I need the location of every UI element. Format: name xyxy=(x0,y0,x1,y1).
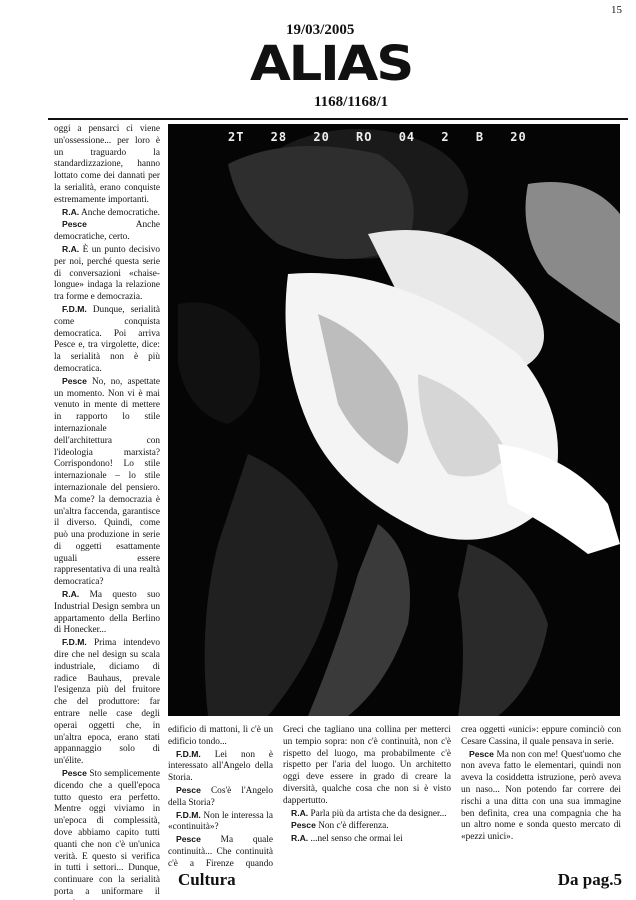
article-column-4 xyxy=(461,725,621,870)
article-paragraph xyxy=(283,808,451,821)
article-paragraph xyxy=(54,207,160,220)
article-paragraph: crea oggetti «unici»: eppure cominciò con Cesare Cassina, il quale pensava in serie. xyxy=(461,725,621,747)
speaker-label: R.A. xyxy=(62,589,80,600)
speaker-label: Pesce xyxy=(62,768,87,779)
article-paragraph xyxy=(168,785,273,810)
paragraph-text: No, no, aspettate un momento. Non vi è mai venuto in mente di mettere in rapporto lo stile internazionale dell'architettura con l'ideologia marxista? Corrispondono! Lo stile internazionale – lo stile internazionale del pensiero. Ma come? la democrazia è un'altra faccenda, garantisce il diverso. Quindi, come può una produzione in serie di oggetti esattamente uguali essere rappresentativa di una realtà democratica? xyxy=(54,376,160,588)
article-paragraph xyxy=(54,589,160,637)
speaker-label: F.D.M. xyxy=(62,303,87,314)
paragraph-text: Anche democratiche, certo. xyxy=(54,220,160,243)
article-paragraph xyxy=(54,219,160,244)
paragraph-text: Ma questo suo Industrial Design sembra un appartamento della Berlino di Honecker... xyxy=(54,590,160,636)
speaker-label: Pesce xyxy=(62,219,87,230)
paragraph-text: È un punto decisivo per noi, perché questa serie di conversazioni «chaise-longue» indaga la relazione tra forme e democrazia. xyxy=(54,244,160,303)
paragraph-text: Non c'è differenza. xyxy=(318,821,389,832)
continuation-label: Da pag.5 xyxy=(557,870,622,889)
speaker-label: R.A. xyxy=(291,833,309,844)
article-paragraph xyxy=(54,304,160,376)
speaker-label: Pesce xyxy=(176,834,201,845)
speaker-label: R.A. xyxy=(62,206,80,217)
photo-illustration xyxy=(168,124,620,716)
paragraph-text: Non le interessa la «continuità»? xyxy=(168,810,273,833)
issue-date: 19/03/2005 xyxy=(286,22,355,38)
speaker-label: Pesce xyxy=(291,820,316,831)
paragraph-text: Anche democratiche. xyxy=(81,207,160,218)
issue-number: 1168/1168/1 xyxy=(314,94,389,110)
alias-logo: ALIAS xyxy=(250,36,413,92)
article-column-3 xyxy=(283,725,451,870)
speaker-label: F.D.M. xyxy=(62,637,87,648)
photo-timestamp: 2T 28 20 RO 04 2 B 20 xyxy=(228,130,527,144)
article-paragraph xyxy=(54,244,160,304)
article-paragraph: edificio di mattoni, lì c'è un edificio tondo... xyxy=(168,725,273,747)
speaker-label: Pesce xyxy=(62,375,87,386)
article-paragraph xyxy=(283,833,451,846)
speaker-label: F.D.M. xyxy=(176,809,201,820)
speaker-label: F.D.M. xyxy=(176,748,201,759)
speaker-label: Pesce xyxy=(469,748,494,759)
article-paragraph xyxy=(168,749,273,785)
masthead xyxy=(250,22,413,114)
article-paragraph xyxy=(54,768,160,900)
section-label: Cultura xyxy=(178,870,236,889)
paragraph-text: ...nel senso che ormai lei xyxy=(310,834,403,845)
paragraph-text: Sto semplicemente dicendo che a quell'epoca tutto questo era perfetto. Mentre oggi viviamo in un'epoca di complessità, dove abbiamo capito tutti quanti che non c'è un'unica verità. E questo si verifica in tutti i settori... Dunque, continuare con la serialità porta a uniformare il xyxy=(54,769,160,897)
article-paragraph xyxy=(283,820,451,833)
paragraph-text: Cos'è l'Angelo della Storia? xyxy=(168,785,273,808)
paragraph-text: Ma non con me! Quest'uomo che non aveva fatto le elementari, quindi non aveva la cosiddetta istruzione, però aveva un naso... Non potendo far correre dei rischi a una ditta con una sua immagine ben definita, crea una compagnia che ha un altro nome e sonda questo mercato di «pezzi unici». xyxy=(461,749,621,843)
article-paragraph xyxy=(54,637,160,768)
article-paragraph xyxy=(461,749,621,844)
page-number: 15 xyxy=(611,4,622,16)
speaker-label: R.A. xyxy=(62,243,80,254)
speaker-label: Pesce xyxy=(176,784,201,795)
paragraph-text: Dunque, serialità come conquista democratica. Poi arriva Pesce e, tra virgolette, dice: la serialità non è più democratica. xyxy=(54,304,160,374)
article-paragraph: oggi a pensarci ci viene un'ossessione... per loro è un traguardo la standardizzazione, hanno lottato come dei dannati per la serialità, erano conquiste estremamente importanti. xyxy=(54,124,160,205)
article-paragraph xyxy=(168,834,273,870)
article-photo xyxy=(168,124,620,716)
paragraph-text: Parla più da artista che da designer... xyxy=(310,808,447,819)
paragraph-text: Lei non è interessato all'Angelo della Storia. xyxy=(168,749,273,784)
article-column-2 xyxy=(168,725,273,870)
article-paragraph: Greci che tagliano una collina per metterci un tempio sopra: non c'è continuità, non c'è rispetto del luogo, ma probabilmente c'è rispetto per l'aria del luogo. Un architetto oggi deve essere in grado di creare la diversità, qualche cosa che non si è visto dappertutto. xyxy=(283,725,451,806)
header-rule xyxy=(48,118,628,120)
article-paragraph xyxy=(54,376,160,589)
article-paragraph xyxy=(168,810,273,835)
speaker-label: R.A. xyxy=(291,807,309,818)
article-column-1 xyxy=(54,124,160,900)
paragraph-text: Prima intendevo dire che nel design su scala industriale, diciamo di radice Bauhaus, prevale l'esigenza più del fruitore che del produttore: far entrare nelle case degli operai oggetti che, in un'altra epoca, erano stati appannaggio solo di un'élite. xyxy=(54,638,160,767)
paragraph-text: Ma quale continuità... Che continuità c'è a Firenze quando xyxy=(168,835,273,869)
